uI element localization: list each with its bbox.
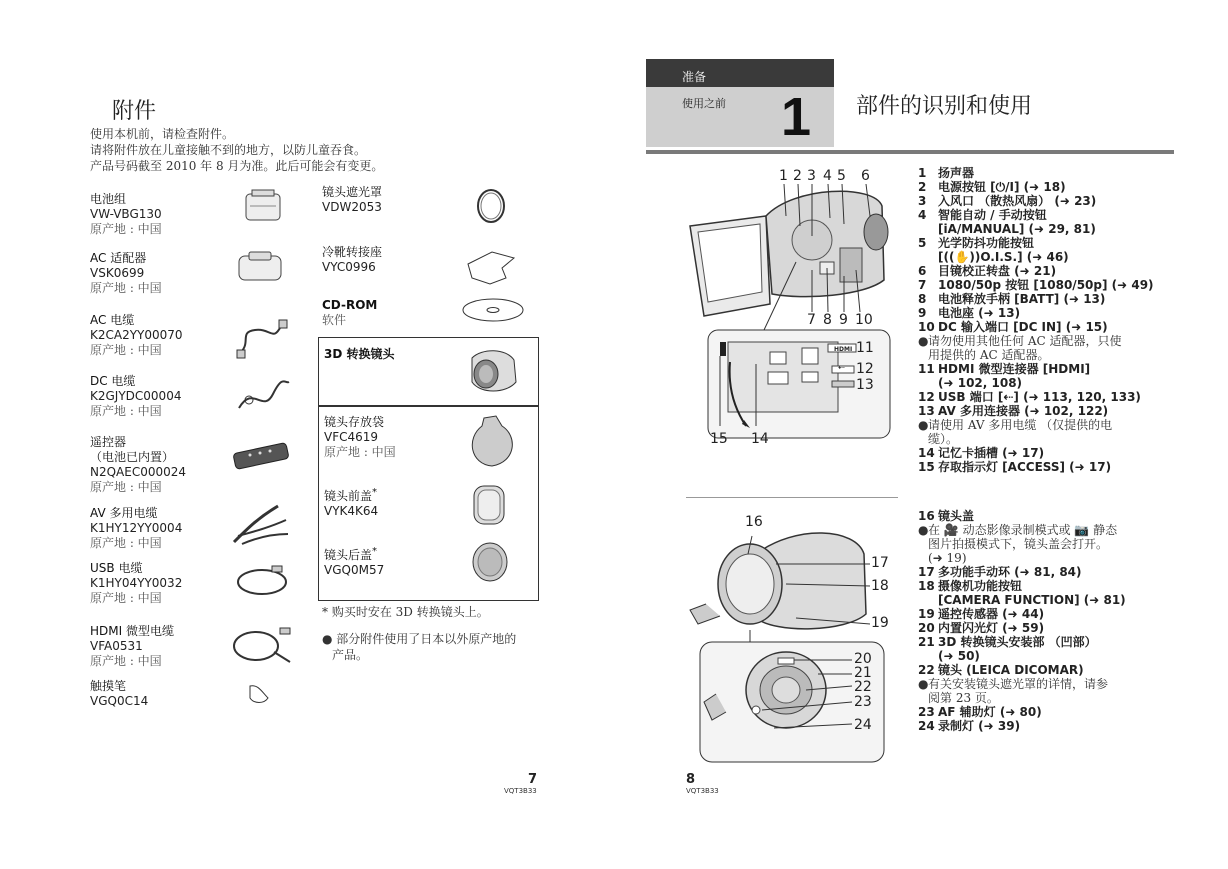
callout-21: 21 xyxy=(854,665,872,681)
accessory-origin: 原产地 : 中国 xyxy=(90,281,162,295)
page-number-right: 8 xyxy=(686,772,696,787)
list-note: (➜ 19) xyxy=(928,551,967,565)
list-item: 7 1080/50p 按钮 [1080/50p] (➜ 49) xyxy=(918,278,1154,292)
usb-port-mark: ⇠ xyxy=(838,363,845,372)
accessory-name: 3D 转换镜头 xyxy=(324,347,395,361)
chapter-number: 1 xyxy=(781,87,812,147)
lens-pouch-illustration xyxy=(462,412,522,470)
accessory-name: USB 电缆 xyxy=(90,561,143,575)
callout-7: 7 xyxy=(807,312,816,328)
list-item: 20 内置闪光灯 (➜ 59) xyxy=(918,621,1045,635)
parts-list-upper xyxy=(918,166,1154,474)
list-note: ●请勿使用其他任何 AC 适配器，只使 xyxy=(918,334,1122,348)
list-item: 12 USB 端口 [⇠] (➜ 113, 120, 133) xyxy=(918,390,1141,404)
accessory-code: VFA0531 xyxy=(90,639,143,653)
list-note: 图片拍摄模式下，镜头盖会打开。 xyxy=(928,537,1109,551)
list-item: 22 镜头 (LEICA DICOMAR) xyxy=(918,663,1084,677)
section-header xyxy=(646,59,834,87)
callout-2: 2 xyxy=(793,168,802,184)
list-item: 5 光学防抖功能按钮 xyxy=(918,236,1035,250)
accessory-code: K2GJYDC00004 xyxy=(90,389,182,403)
accessory-battery xyxy=(90,192,162,237)
usb-cable-illustration xyxy=(232,562,292,602)
accessory-code: VYK4K64 xyxy=(324,504,379,518)
callout-9: 9 xyxy=(839,312,848,328)
stylus-illustration xyxy=(244,682,274,708)
callout-10: 10 xyxy=(855,312,873,328)
rear-cap-illustration xyxy=(470,540,510,584)
accessory-origin: 原产地 : 中国 xyxy=(90,343,162,357)
callout-24: 24 xyxy=(854,717,872,733)
shoe-adaptor-illustration xyxy=(462,244,522,288)
callout-4: 4 xyxy=(823,168,832,184)
accessory-code: 软件 xyxy=(322,313,347,327)
footnote: * 购买时安在 3D 转换镜头上。 xyxy=(322,605,489,619)
list-note: ●请使用 AV 多用电缆 （仅提供的电 xyxy=(918,418,1113,432)
callout-19: 19 xyxy=(871,615,889,631)
list-item: 21 3D 转换镜头安装部 （凹部） xyxy=(918,635,1097,649)
hdmi-port-mark: HDMI xyxy=(834,346,853,353)
page-code-left: VQT3B33 xyxy=(504,787,537,795)
accessory-name: AV 多用电缆 xyxy=(90,506,158,520)
list-item: 16 镜头盖 xyxy=(918,509,975,523)
accessory-dc-cable xyxy=(90,374,181,419)
accessory-code: VDW2053 xyxy=(322,200,382,214)
list-item: 3 入风口 （散热风扇） (➜ 23) xyxy=(918,194,1097,208)
list-note: 缆）。 xyxy=(928,432,959,446)
front-cap-illustration xyxy=(468,482,512,528)
page-code-right: VQT3B33 xyxy=(686,787,719,795)
list-item: [((✋))O.I.S.] (➜ 46) xyxy=(938,250,1069,264)
list-item: 11 HDMI 微型连接器 [HDMI] xyxy=(918,362,1091,376)
accessory-code: VGQ0C14 xyxy=(90,694,149,708)
accessory-name: 遥控器 xyxy=(90,435,127,449)
accessory-origin: 原产地 : 中国 xyxy=(90,404,162,418)
callout-3: 3 xyxy=(807,168,816,184)
callout-22: 22 xyxy=(854,679,872,695)
list-item: (➜ 50) xyxy=(938,649,980,663)
list-item: 24 录制灯 (➜ 39) xyxy=(918,719,1021,733)
accessory-ac-adaptor xyxy=(90,251,162,296)
callout-17: 17 xyxy=(871,555,889,571)
callout-12: 12 xyxy=(856,361,874,377)
accessory-name-sub: （电池已内置） xyxy=(90,450,175,464)
section-divider xyxy=(686,497,898,498)
list-item: 14 记忆卡插槽 (➜ 17) xyxy=(918,446,1045,460)
accessory-front-cap xyxy=(324,485,378,519)
callout-11: 11 xyxy=(856,340,874,356)
accessory-rear-cap xyxy=(324,544,384,578)
intro-line: 产品号码截至 2010 年 8 月为准。此后可能会有变更。 xyxy=(90,159,384,173)
accessory-stylus xyxy=(90,679,148,709)
list-item: (➜ 102, 108) xyxy=(938,376,1023,390)
accessory-code: VFC4619 xyxy=(324,430,379,444)
accessory-origin: 原产地 : 中国 xyxy=(90,480,162,494)
parts-list-lower xyxy=(918,509,1126,733)
accessory-code: VW-VBG130 xyxy=(90,207,162,221)
page-title-parts: 部件的识别和使用 xyxy=(856,94,1033,119)
av-cable-illustration xyxy=(228,498,292,548)
list-note: ●在 🎥 动态影像录制模式或 📷 静态 xyxy=(918,523,1118,537)
callout-18: 18 xyxy=(871,578,889,594)
list-item: 23 AF 辅助灯 (➜ 80) xyxy=(918,705,1042,719)
ac-cable-illustration xyxy=(233,312,293,360)
intro-line: 使用本机前，请检查附件。 xyxy=(90,127,235,141)
list-item: [iA/MANUAL] (➜ 29, 81) xyxy=(938,222,1096,236)
accessory-code: K2CA2YY00070 xyxy=(90,328,183,342)
accessory-origin: 原产地 : 中国 xyxy=(90,591,162,605)
battery-illustration xyxy=(240,188,290,228)
intro-line: 请将附件放在儿童接触不到的地方，以防儿童吞食。 xyxy=(90,143,367,157)
list-item: 18 摄像机功能按钮 xyxy=(918,579,1023,593)
accessory-code: VGQ0M57 xyxy=(324,563,385,577)
note-line: 产品。 xyxy=(332,648,369,662)
3d-lens-illustration xyxy=(462,342,522,398)
accessory-name: HDMI 微型电缆 xyxy=(90,624,174,638)
list-note: 阅第 23 页。 xyxy=(928,691,999,705)
accessory-name: CD-ROM xyxy=(322,298,378,312)
list-item: 1 扬声器 xyxy=(918,166,975,180)
list-note: ●有关安装镜头遮光罩的详情，请参 xyxy=(918,677,1109,691)
accessory-origin: 原产地 : 中国 xyxy=(324,445,396,459)
accessory-code: N2QAEC000024 xyxy=(90,465,187,479)
accessory-code: VYC0996 xyxy=(322,260,376,274)
accessory-code: K1HY04YY0032 xyxy=(90,576,183,590)
list-item: 13 AV 多用连接器 (➜ 102, 122) xyxy=(918,404,1109,418)
accessory-origin: 原产地 : 中国 xyxy=(90,222,162,236)
accessory-code: K1HY12YY0004 xyxy=(90,521,183,535)
footnote-mark: * xyxy=(372,546,378,557)
callout-20: 20 xyxy=(854,651,872,667)
accessory-name: 镜头前盖 xyxy=(324,489,373,503)
accessory-name: 镜头后盖 xyxy=(324,548,373,562)
accessory-name: 镜头遮光罩 xyxy=(322,185,383,199)
accessory-remote xyxy=(90,435,186,495)
remote-illustration xyxy=(230,440,292,470)
list-item: 9 电池座 (➜ 13) xyxy=(918,306,1021,320)
list-item: 17 多功能手动环 (➜ 81, 84) xyxy=(918,565,1082,579)
list-item: 10 DC 输入端口 [DC IN] (➜ 15) xyxy=(918,320,1108,334)
accessory-hdmi-cable xyxy=(90,624,174,669)
accessory-code: VSK0699 xyxy=(90,266,145,280)
list-item: 8 电池释放手柄 [BATT] (➜ 13) xyxy=(918,292,1106,306)
cd-rom-illustration xyxy=(460,296,526,324)
accessory-name: AC 电缆 xyxy=(90,313,135,327)
ac-adaptor-illustration xyxy=(235,248,290,288)
callout-5: 5 xyxy=(837,168,846,184)
list-item: 4 智能自动 / 手动按钮 xyxy=(918,208,1047,222)
callout-13: 13 xyxy=(856,377,874,393)
accessory-lens-hood xyxy=(322,185,382,215)
accessory-shoe-adaptor xyxy=(322,245,382,275)
callout-15: 15 xyxy=(710,431,728,447)
note-line: ● 部分附件使用了日本以外原产地的 xyxy=(322,632,517,646)
accessory-name: 镜头存放袋 xyxy=(324,415,385,429)
title-rule xyxy=(646,150,1174,154)
list-item: 2 电源按钮 [⏻/I] (➜ 18) xyxy=(918,180,1066,194)
subsection-label: 使用之前 xyxy=(682,97,726,110)
list-note: 用提供的 AC 适配器。 xyxy=(928,348,1050,362)
dc-cable-illustration xyxy=(233,374,293,416)
callout-8: 8 xyxy=(823,312,832,328)
accessory-origin: 原产地 : 中国 xyxy=(90,654,162,668)
accessory-name: DC 电缆 xyxy=(90,374,136,388)
accessory-name: AC 适配器 xyxy=(90,251,147,265)
callout-6: 6 xyxy=(861,168,870,184)
callout-1: 1 xyxy=(779,168,788,184)
callout-16: 16 xyxy=(745,514,763,530)
section-label: 准备 xyxy=(682,70,707,84)
accessory-usb-cable xyxy=(90,561,182,606)
accessory-origin: 原产地 : 中国 xyxy=(90,536,162,550)
accessory-3d-lens xyxy=(324,347,395,362)
accessory-cd-rom xyxy=(322,298,377,328)
list-item: 6 目镜校正转盘 (➜ 21) xyxy=(918,264,1057,278)
note xyxy=(322,631,516,663)
accessory-name: 电池组 xyxy=(90,192,127,206)
accessory-name: 冷靴转接座 xyxy=(322,245,383,259)
page-title-accessories: 附件 xyxy=(112,99,157,124)
intro-text xyxy=(90,126,383,174)
callout-14: 14 xyxy=(751,431,769,447)
accessory-lens-pouch xyxy=(324,415,396,460)
lens-hood-illustration xyxy=(474,186,508,226)
accessory-av-cable xyxy=(90,506,182,551)
hdmi-cable-illustration xyxy=(228,622,294,668)
list-item: [CAMERA FUNCTION] (➜ 81) xyxy=(938,593,1126,607)
callout-23: 23 xyxy=(854,694,872,710)
footnote-mark: * xyxy=(372,487,378,498)
page-number-left: 7 xyxy=(528,772,538,787)
list-item: 19 遥控传感器 (➜ 44) xyxy=(918,607,1045,621)
camcorder-side-illustration xyxy=(684,176,904,446)
accessory-ac-cable xyxy=(90,313,183,358)
accessory-name: 触摸笔 xyxy=(90,679,127,693)
list-item: 15 存取指示灯 [ACCESS] (➜ 17) xyxy=(918,460,1112,474)
